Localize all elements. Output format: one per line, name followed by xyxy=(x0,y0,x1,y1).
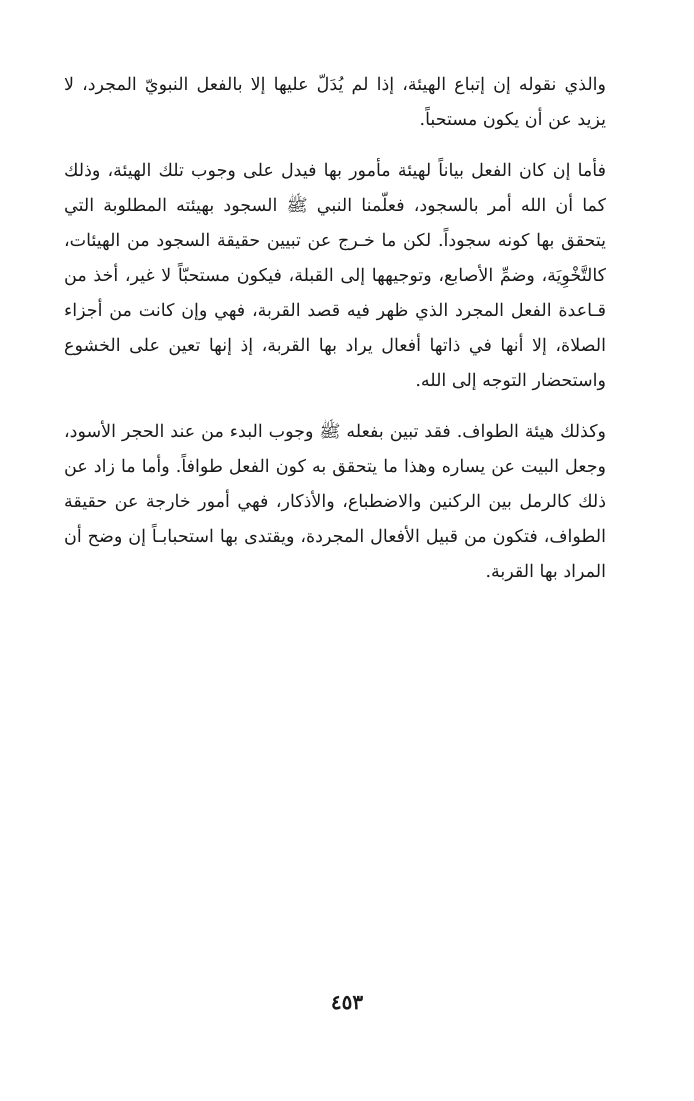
paragraph-1: والذي نقوله إن إتباع الهيئة، إذا لم يُدَلّ عليها إلا بالفعل النبويّ المجرد، لا يزيد عن أن يكون مستحباً. xyxy=(64,75,606,130)
paragraph-3: وكذلك هيئة الطواف. فقد تبين بفعله ﷺ وجوب البدء من عند الحجر الأسود، وجعل البيت عن يساره وهذا ما يتحقق به كون الفعل طوافاً. وأما ما زاد عن ذلك كالرمل بين الركنين والاضطباع، والأذكار، فهي أمور خارجة عن حقيقة الطواف، فتكون من قبيل الأفعال المجردة، ويقتدى بها استحبابـاً إن وضح أن المراد بها القربة. xyxy=(64,422,606,582)
body-text xyxy=(64,68,606,590)
paragraph-2: فأما إن كان الفعل بياناً لهيئة مأمور بها فيدل على وجوب تلك الهيئة، وذلك كما أن الله أمر بالسجود، فعلّمنا النبي ﷺ السجود بهيئته المطلوبة التي يتحقق بها كونه سجوداً. لكن ما خـرج عن تبيين حقيقة السجود من الهيئات، كالتَّخْوِيَة، وضمِّ الأصابع، وتوجيهها إلى القبلة، فيكون مستحبّاً لا غير، أخذ من قـاعدة الفعل المجرد الذي ظهر فيه قصد القربة، فهي وإن كانت من أجزاء الصلاة، إلا أنها في ذاتها أفعال يراد بها القربة، إذ إنها تعين على الخشوع واستحضار التوجه إلى الله. xyxy=(64,161,606,391)
page-number: ٤٥٣ xyxy=(330,990,364,1014)
